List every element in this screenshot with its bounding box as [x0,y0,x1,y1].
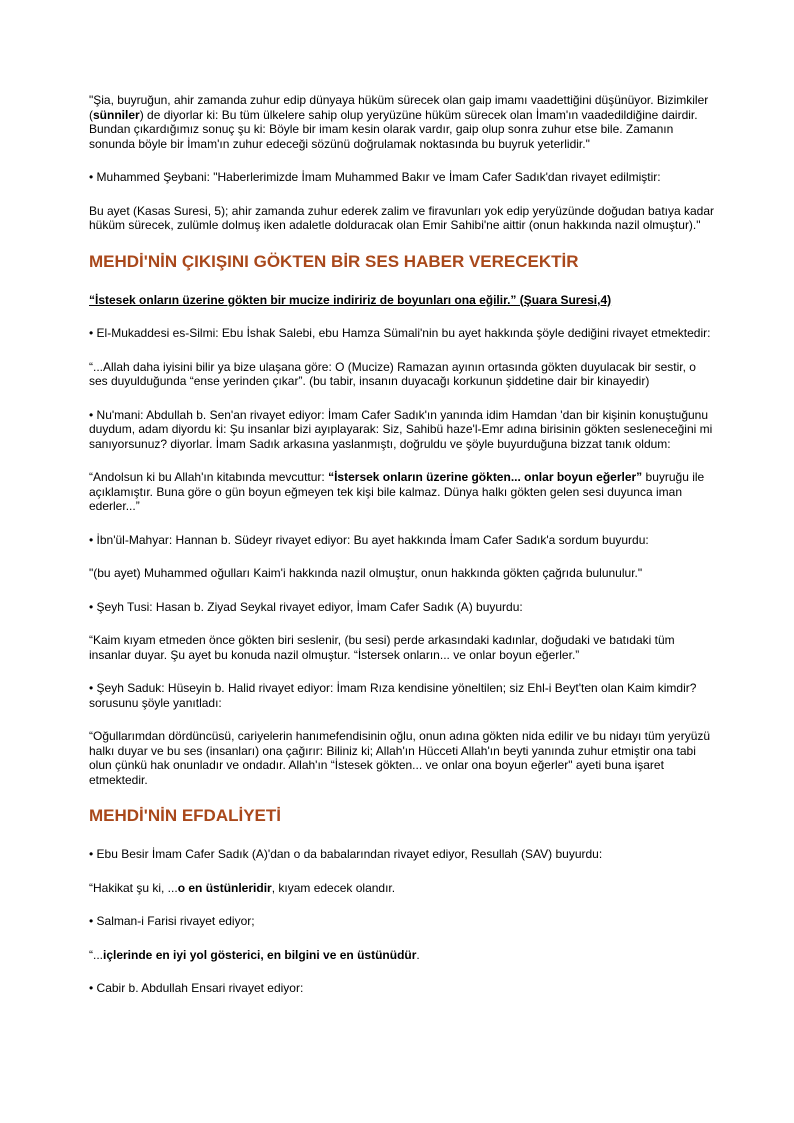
text-run: “Andolsun ki bu Allah'ın kitabında mevcuttur: [89,470,329,484]
text-run: “...Allah daha iyisini bilir ya bize ulaşana göre: O (Mucize) Ramazan ayının ortasında gökten duyulacak bir sestir, o ses duyulduğunda “ense yerinden çıkar”. (bu tabir, insanın duyacağı korkunun şiddetine dair bir kinayedir) [89,359,696,388]
paragraph [89,729,715,787]
paragraph [89,204,715,233]
document-body [89,93,715,1015]
text-run: • İbn'ül-Mahyar: Hannan b. Südeyr rivayet ediyor: Bu ayet hakkında İmam Cafer Sadık'a sordum buyurdu: [89,532,649,547]
text-run: ) de diyorlar ki: Bu tüm ülkelere sahip olup yeryüzüne hüküm sürecek olan İmam'ın vaadedildiğine dairdir. Bundan çıkardığımız sonuç şu ki: Böyle bir imam kesin olarak vardır, gaip olup sonra zuhur etse bile. Zamanın sonunda böyle bir İmam'ın zuhur edeceği sözünü doğrulamak noktasında bu buyruk yeterlidir." [89,107,698,151]
paragraph [89,360,715,389]
text-run: • Şeyh Tusi: Hasan b. Ziyad Seykal rivayet ediyor, İmam Cafer Sadık (A) buyurdu: [89,599,523,614]
bullet-paragraph [89,847,715,862]
paragraph [89,881,715,896]
text-run: "Şia, buyruğun, ahir zamanda zuhur edip dünyaya hüküm sürecek olan gaip imamı vaadettiğini düşünüyor. Bizimkiler ( [89,93,709,122]
paragraph [89,93,715,151]
paragraph [89,566,715,581]
text-run: MEHDİ'NİN ÇIKIŞINI GÖKTEN BİR SES HABER VERECEKTİR [89,251,579,271]
text-run: • El-Mukaddesi es-Silmi: Ebu İshak Salebi, ebu Hamza Sümali'nin bu ayet hakkında şöyle dediğini rivayet etmektedir: [89,326,711,340]
verse-subtitle [89,293,715,308]
text-run: MEHDİ'NİN EFDALİYETİ [89,806,281,825]
bullet-paragraph [89,914,715,929]
bold-text-run: içlerinde en iyi yol gösterici, en bilgini ve en üstünüdür [103,947,417,962]
paragraph [89,948,715,963]
bullet-paragraph [89,170,715,185]
text-run: Bu ayet (Kasas Suresi, 5); ahir zamanda zuhur ederek zalim ve firavunları yok edip yeryüzünde doğudan batıya kadar hüküm sürecek, zulümle dolmuş iken adaletle dolduracak olan Emir Sahibi'ne aittir (onun hakkında nazil olmuştur)." [89,203,715,232]
text-run: • Şeyh Saduk: Hüseyin b. Halid rivayet ediyor: İmam Rıza kendisine yöneltilen; siz Ehl-i Beyt'ten olan Kaim kimdir? sorusunu şöyle yanıtladı: [89,681,697,710]
text-run: • Nu'mani: Abdullah b. Sen'an rivayet ediyor: İmam Cafer Sadık'ın yanında idim Hamdan 'dan bir kişinin konuştuğunu duydum, adam diyordu ki: Şu insanlar bizi ayıplayarak: Siz, Sahibü haze'l-Emr adına birisinin gökten sesleneceğini mi sanıyorsunuz? diyorlar. İmam Sadık arkasına yaslanmıştı, doğruldu ve şöyle buyurduğuna bizzat tanık oldum: [89,407,713,451]
bullet-paragraph [89,533,715,548]
bullet-paragraph [89,600,715,615]
text-run: • Cabir b. Abdullah Ensari rivayet ediyor: [89,981,304,995]
section-heading [89,806,715,826]
bullet-paragraph [89,408,715,452]
bullet-paragraph [89,681,715,710]
text-run: “... [89,947,103,962]
bullet-paragraph [89,981,715,996]
text-run: buyruğu ile açıklamıştır. Buna göre o gün boyun eğmeyen tek kişi bile kalmaz. Dünya halkı gökten gelen sesi duyunca iman ederler...” [89,470,705,513]
text-run: • Ebu Besir İmam Cafer Sadık (A)'dan o da babalarından rivayet ediyor, Resullah (SAV) buyurdu: [89,847,603,861]
text-run: “İstesek onların üzerine gökten bir mucize indiririz de boyunları ona eğilir.” (Şuara Suresi,4) [89,292,612,307]
text-run: “Oğullarımdan dördüncüsü, cariyelerin hanımefendisinin oğlu, onun adına gökten nida edilir ve bu nidayı tüm yeryüzü halkı duyar ve bu ses (insanları) ona çağırır: Biliniz ki; Allah'ın Hücceti Allah'ın beyti yanında zuhur etmiştir ona tabi olun çünkü hak onunladır ve ondadır. Allah'ın “İstesek gökten... ve onlar ona boyun eğerler" ayeti buna işaret etmektedir. [89,729,711,787]
section-heading [89,252,715,272]
text-run: , kıyam edecek olandır. [271,880,396,895]
text-run: “Kaim kıyam etmeden önce gökten biri seslenir, (bu sesi) perde arkasındaki kadınlar, doğudaki ve batıdaki tüm insanlar duyar. Şu ayet bu konuda nazil olmuştur. “İstersek onların... ve onlar boyun eğerler.” [89,633,675,662]
paragraph [89,633,715,662]
text-run: “Hakikat şu ki, ... [89,880,178,895]
paragraph [89,470,715,514]
bold-text-run: o en üstünleridir [177,880,272,895]
text-run: . [416,947,420,962]
bullet-paragraph [89,326,715,341]
text-run: • Muhammed Şeybani: "Haberlerimizde İmam Muhammed Bakır ve İmam Cafer Sadık'dan rivayet edilmiştir: [89,170,661,184]
bold-text-run: sünniler [93,107,140,122]
text-run: "(bu ayet) Muhammed oğulları Kaim'i hakkında nazil olmuştur, onun hakkında gökten çağrıda bulunulur." [89,566,643,580]
bold-text-run: “İstersek onların üzerine gökten... onlar boyun eğerler” [328,470,643,484]
text-run: • Salman-i Farisi rivayet ediyor; [89,914,255,928]
